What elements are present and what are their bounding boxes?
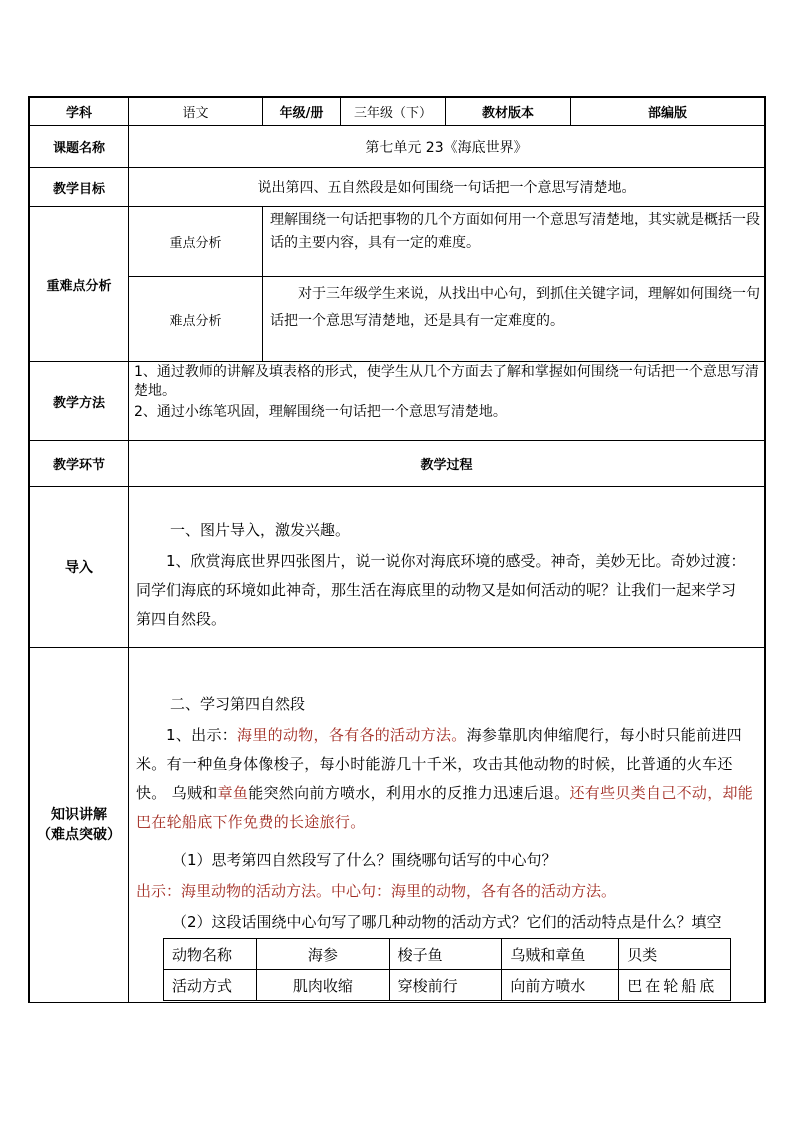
row-divider (28, 647, 765, 648)
row-divider (28, 486, 765, 487)
intro-body: 1、欣赏海底世界四张图片，说一说你对海底环境的感受。神奇，美妙无比。奇妙过渡：同学们海底的环境如此神奇，那生活在海底里的动物又是如何活动的呢？让我们一起来学习第四自然段。 (136, 552, 746, 628)
knowledge-passage (136, 721, 758, 837)
passage-after: 能突然向前方喷水，利用水的反推力迅速后退。 (248, 784, 570, 802)
knowledge-label-line2: （难点突破） (37, 827, 121, 843)
lesson-title-value: 第七单元 23《海底世界》 (365, 139, 528, 156)
lesson-title-label: 课题名称 (52, 141, 105, 156)
col-divider (262, 206, 263, 361)
goal-label: 教学目标 (52, 181, 105, 197)
passage-prefix: 1、出示： (166, 726, 238, 744)
table-cell: 海参 (257, 939, 389, 970)
question-2: （2）这段话围绕中心句写了哪几种动物的活动方式？它们的活动特点是什么？填空 (172, 913, 722, 931)
question-1: （1）思考第四自然段写了什么？围绕哪句话写的中心句？ (172, 851, 557, 869)
table-cell: 动物名称 (164, 939, 257, 970)
knowledge-label-line1: 知识讲解 (51, 807, 107, 823)
method-item-2: 2、通过小练笔巩固，理解围绕一句话把一个意思写清楚地。 (134, 404, 507, 420)
intro-heading: 一、图片导入，激发兴趣。 (170, 521, 351, 539)
analysis-label: 重难点分析 (46, 278, 112, 294)
table-cell: 活动方式 (164, 970, 257, 1001)
passage-middle: 海参靠肌肉伸缩爬行，每小时只能前进四米。有一种鱼身体像梭子，每小时能游几十千米，攻击其他动物的时候，比普通的火车还快。 乌贼和 (136, 726, 742, 802)
method-label: 教学方法 (52, 395, 105, 411)
table-border-bottom (28, 1002, 765, 1003)
process-content-label: 教学过程 (420, 458, 473, 473)
passage-shellfish-sentence: 还有些贝类自己不动，却能巴在轮船底下作免费的长途旅行。 (136, 784, 754, 831)
table-cell: 向前方喷水 (502, 970, 619, 1001)
table-border-right (764, 96, 766, 1003)
subject-value: 语文 (182, 105, 209, 121)
answer-1: 出示：海里动物的活动方法。中心句：海里的动物，各有各的活动方法。 (136, 882, 617, 900)
goal-value: 说出第四、五自然段是如何围绕一句话把一个意思写清楚地。 (257, 180, 636, 196)
hard-analysis-label: 难点分析 (169, 313, 222, 329)
table-cell: 巴在轮船底 (619, 970, 731, 1001)
table-cell: 贝类 (619, 939, 731, 970)
edition-value: 部编版 (647, 105, 687, 121)
row-divider (28, 361, 765, 362)
method-item-1: 1、通过教师的讲解及填表格的形式，使学生从几个方面去了解和掌握如何围绕一句话把一个意思写清楚地。 (134, 364, 759, 399)
table-cell: 肌肉收缩 (257, 970, 389, 1001)
intro-label: 导入 (65, 560, 93, 576)
knowledge-heading: 二、学习第四自然段 (170, 695, 306, 713)
grade-value: 三年级（下） (353, 105, 432, 121)
key-analysis-label: 重点分析 (169, 236, 222, 251)
table-cell: 乌贼和章鱼 (502, 939, 619, 970)
passage-red-word: 章鱼 (217, 784, 249, 802)
subject-label: 学科 (65, 105, 92, 121)
grade-label: 年级/册 (279, 105, 324, 121)
edition-label: 教材版本 (481, 105, 534, 121)
hard-analysis-text: 对于三年级学生来说，从找出中心句，到抓住关键字词，理解如何围绕一句话把一个意思写清楚地，还是具有一定难度的。 (270, 286, 760, 329)
table-cell: 穿梭前行 (389, 970, 502, 1001)
table-row (164, 939, 731, 970)
passage-central-sentence: 海里的动物，各有各的活动方法。 (237, 726, 467, 744)
key-analysis-text: 理解围绕一句话把事物的几个方面如何用一个意思写清楚地，其实就是概括一段话的主要内容，具有一定的难度。 (270, 212, 760, 251)
knowledge-label (30, 648, 128, 1002)
table-row (164, 970, 731, 1001)
process-step-label: 教学环节 (52, 458, 105, 473)
animal-activity-table (163, 938, 731, 1001)
table-cell: 梭子鱼 (389, 939, 502, 970)
